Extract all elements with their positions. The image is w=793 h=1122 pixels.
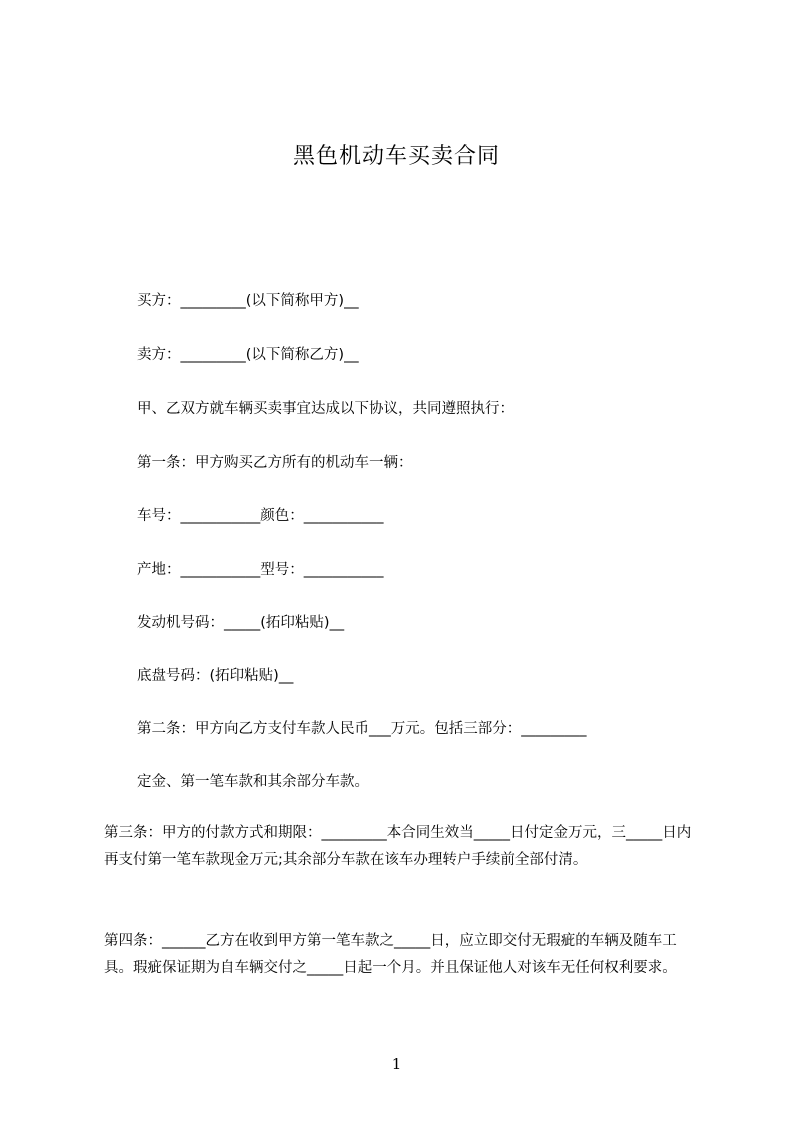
article-4-paragraph: 第四条：______乙方在收到甲方第一笔车款之_____日，应立即交付无瑕疵的车辆及随车工具。瑕疵保证期为自车辆交付之_____日起一个月。并且保证他人对该车无任何权利要求。 (104, 933, 677, 976)
article-1-heading: 第一条：甲方购买乙方所有的机动车一辆： (137, 455, 413, 471)
article-3-paragraph: 第三条：甲方的付款方式和期限：_________本合同生效当_____日付定金万元，三_____日内再支付第一笔车款现金万元;其余部分车款在该车办理转户手续前全部付清。 (104, 825, 692, 868)
seller-line: 卖方：_________(以下简称乙方)__ (137, 347, 359, 363)
article-2-line: 第二条：甲方向乙方支付车款人民币___万元。包括三部分：_________ (137, 721, 587, 737)
origin-model-line: 产地：___________型号：___________ (137, 562, 384, 578)
engine-number-line: 发动机号码：_____(拓印粘贴)__ (137, 615, 345, 631)
buyer-line: 买方：_________(以下简称甲方)__ (137, 293, 359, 309)
chassis-number-line: 底盘号码：(拓印粘贴)__ (137, 668, 294, 684)
document-title: 黑色机动车买卖合同 (292, 144, 500, 169)
plate-color-line: 车号：___________颜色：___________ (137, 508, 384, 524)
agreement-intro: 甲、乙双方就车辆买卖事宜达成以下协议，共同遵照执行： (137, 401, 514, 417)
payment-parts-line: 定金、第一笔车款和其余部分车款。 (137, 774, 369, 790)
page-number: 1 (391, 1055, 402, 1073)
